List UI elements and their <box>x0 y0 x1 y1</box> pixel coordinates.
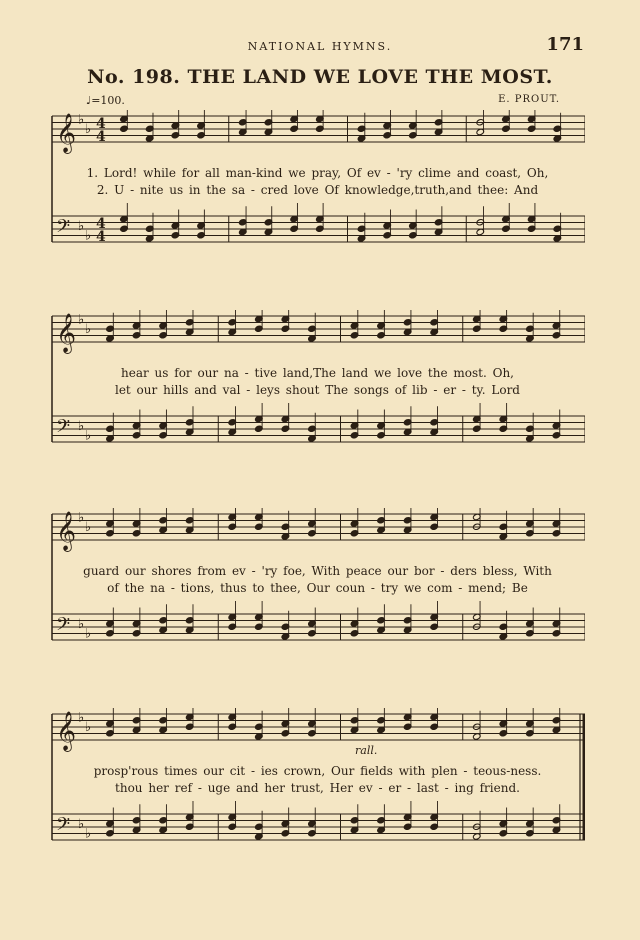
key-flat-icon: ♭ <box>78 418 85 434</box>
key-flat-icon: ♭ <box>78 616 85 632</box>
key-flat-icon: ♭ <box>78 112 85 128</box>
treble-clef-icon: 𝄞 <box>56 511 77 551</box>
rall-marking: rall. <box>355 744 378 757</box>
key-flat-icon: ♭ <box>85 228 92 244</box>
composer-credit: E. PROUT. <box>498 94 560 105</box>
bass-clef-icon: 𝄢 <box>56 614 71 640</box>
running-head: NATIONAL HYMNS. <box>247 40 393 53</box>
page-number: 171 <box>546 34 584 55</box>
lyric-line-verse-2: 2. U - nite us in the sa - cred love Of knowledge,truth,and thee: And <box>96 183 539 197</box>
key-flat-icon: ♭ <box>78 710 85 726</box>
time-signature-icon: 4 <box>96 229 106 245</box>
bass-clef-icon: 𝄢 <box>56 216 71 242</box>
lyric-line-verse-1: 1. Lord! while for all man-kind we pray, Of ev - 'ry clime and coast, Oh, <box>86 166 549 180</box>
bass-clef-icon: 𝄢 <box>56 814 71 840</box>
treble-clef-icon: 𝄞 <box>56 113 77 153</box>
lyric-line-verse-1: hear us for our na - tive land,The land we love the most. Oh, <box>121 366 514 380</box>
key-flat-icon: ♭ <box>85 322 92 337</box>
lyric-line-verse-2: thou her ref - uge and her trust, Her ev - er - last - ing friend. <box>115 781 520 795</box>
key-flat-icon: ♭ <box>85 720 92 735</box>
key-flat-icon: ♭ <box>85 520 92 535</box>
lyric-line-verse-2: of the na - tions, thus to thee, Our coun - try we com - mend; Be <box>107 581 528 595</box>
hymn-title: No. 198. THE LAND WE LOVE THE MOST. <box>87 66 553 88</box>
time-signature-icon: 4 <box>96 216 106 232</box>
lyric-line-verse-2: let our hills and val - leys shout The songs of lib - er - ty. Lord <box>114 383 520 397</box>
key-flat-icon: ♭ <box>78 510 85 526</box>
treble-clef-icon: 𝄞 <box>56 711 77 751</box>
lyric-line-verse-1: prosp'rous times our cit - ies crown, Our fields with plen - teous-ness. <box>93 764 542 778</box>
key-flat-icon: ♭ <box>85 626 92 642</box>
key-flat-icon: ♭ <box>85 428 92 444</box>
lyric-line-verse-1: guard our shores from ev - 'ry foe, With peace our bor - ders bless, With <box>83 564 552 578</box>
key-flat-icon: ♭ <box>85 122 92 137</box>
tempo-marking: ♩=100. <box>86 94 125 107</box>
music-system-1 <box>50 110 585 260</box>
time-signature-icon: 4 <box>96 129 106 145</box>
music-system-2 <box>50 310 585 460</box>
bass-clef-icon: 𝄢 <box>56 416 71 442</box>
time-signature-icon: 4 <box>96 116 106 132</box>
key-flat-icon: ♭ <box>78 816 85 832</box>
key-flat-icon: ♭ <box>85 826 92 842</box>
treble-clef-icon: 𝄞 <box>56 313 77 353</box>
music-system-4 <box>50 708 585 858</box>
key-flat-icon: ♭ <box>78 218 85 234</box>
music-system-3 <box>50 508 585 658</box>
key-flat-icon: ♭ <box>78 312 85 328</box>
